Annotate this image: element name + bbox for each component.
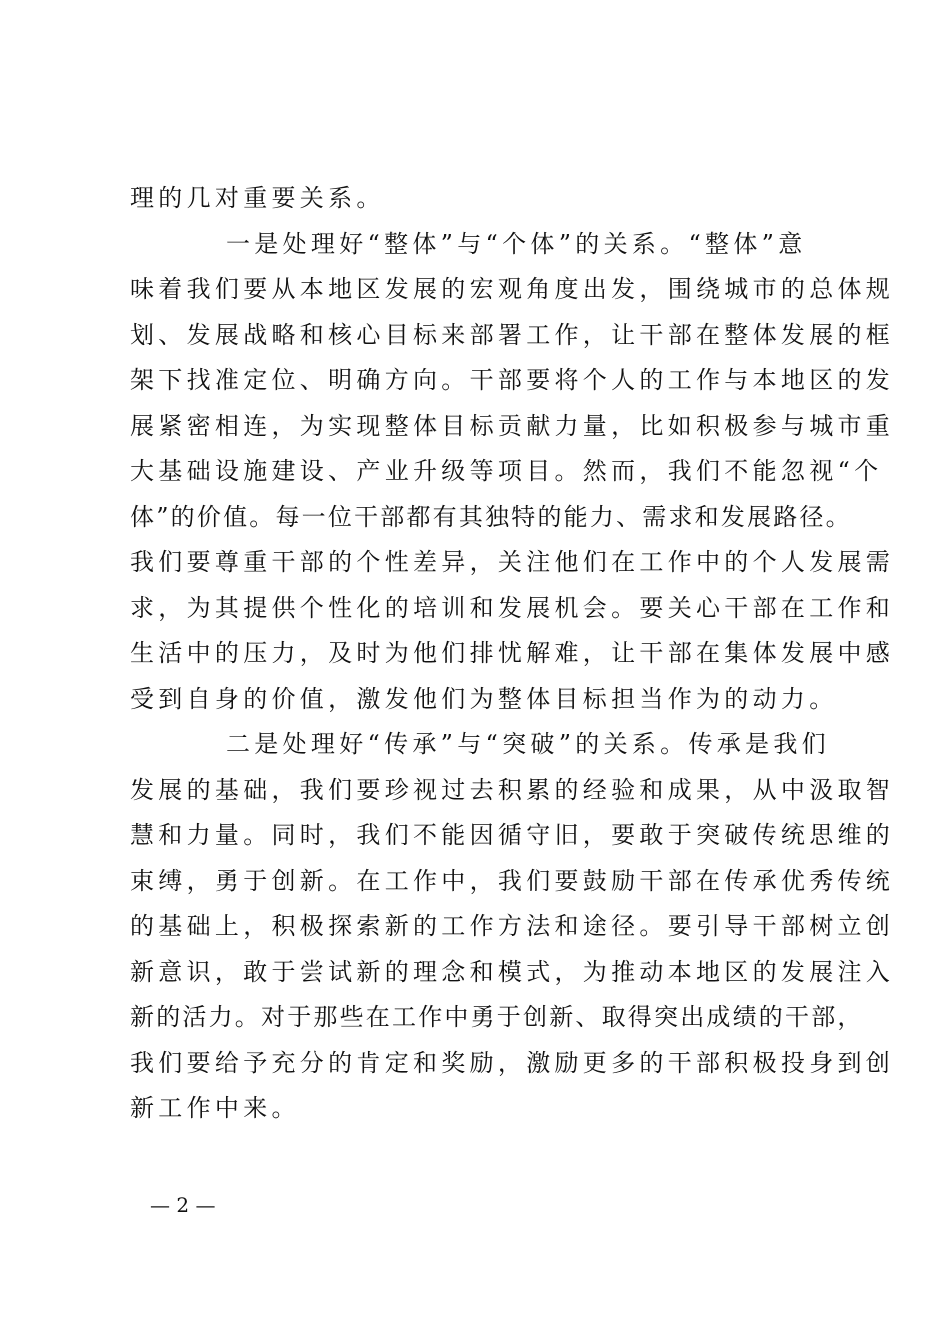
page-number: — 2 —	[150, 1193, 216, 1217]
text-line: 大基础设施建设、产业升级等项目。然而，我们不能忽视“个	[130, 457, 883, 485]
text-line: 我们要给予充分的肯定和奖励，激励更多的干部积极投身到创	[130, 1048, 895, 1077]
text-line: 求，为其提供个性化的培训和发展机会。要关心干部在工作和	[130, 593, 895, 622]
text-line: 慧和力量。同时，我们不能因循守旧，要敢于突破传统思维的	[130, 821, 895, 849]
text-line: 束缚，勇于创新。在工作中，我们要鼓励干部在传承优秀传统	[130, 866, 895, 895]
text-line: 生活中的压力，及时为他们排忧解难，让干部在集体发展中感	[130, 639, 895, 667]
body-text	[130, 176, 895, 1132]
text-line: 体”的价值。每一位干部都有其独特的能力、需求和发展路径。	[130, 502, 852, 531]
text-line: 味着我们要从本地区发展的宏观角度出发，围绕城市的总体规	[130, 275, 895, 303]
text-line: 理的几对重要关系。	[130, 184, 385, 212]
section-heading-line: 二是处理好“传承”与“突破”的关系。传承是我们	[226, 730, 830, 758]
text-line: 发展的基础，我们要珍视过去积累的经验和成果，从中汲取智	[130, 775, 895, 804]
text-line: 新的活力。对于那些在工作中勇于创新、取得突出成绩的干部，	[130, 1003, 864, 1031]
section-heading-line: 一是处理好“整体”与“个体”的关系。“整体”意	[226, 229, 807, 258]
text-line: 的基础上，积极探索新的工作方法和途径。要引导干部树立创	[130, 912, 895, 940]
text-line: 新工作中来。	[130, 1094, 300, 1122]
text-line: 架下找准定位、明确方向。干部要将个人的工作与本地区的发	[130, 366, 895, 394]
text-line: 受到自身的价值，激发他们为整体目标担当作为的动力。	[130, 684, 838, 713]
text-line: 划、发展战略和核心目标来部署工作，让干部在整体发展的框	[130, 320, 895, 349]
text-line: 我们要尊重干部的个性差异，关注他们在工作中的个人发展需	[130, 548, 895, 576]
text-line: 新意识，敢于尝试新的理念和模式，为推动本地区的发展注入	[130, 957, 895, 986]
text-line: 展紧密相连，为实现整体目标贡献力量，比如积极参与城市重	[130, 411, 895, 440]
